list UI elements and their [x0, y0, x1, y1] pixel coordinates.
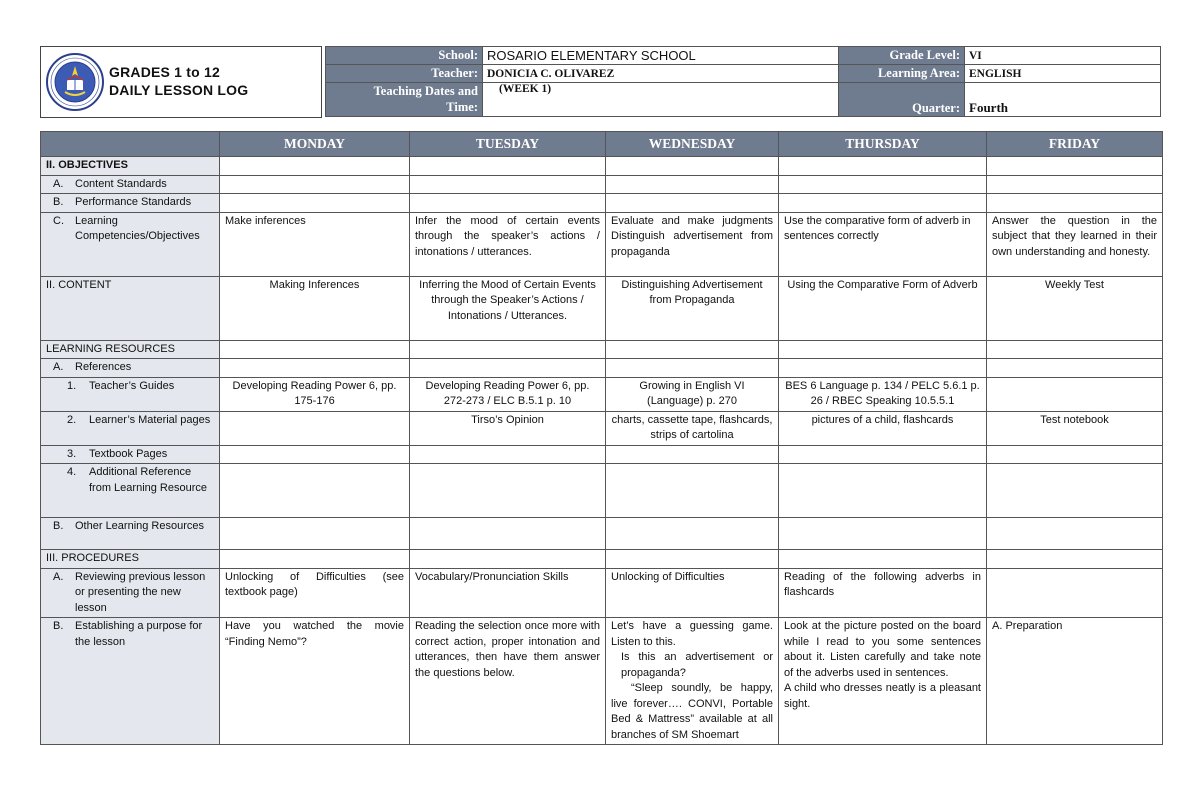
cell: [987, 445, 1163, 464]
school-value: ROSARIO ELEMENTARY SCHOOL: [483, 47, 839, 65]
purpose-thursday: [779, 618, 987, 745]
cell: [410, 194, 606, 213]
header-title-box: [40, 46, 322, 118]
teaching-dates-label-line2: Time:: [446, 100, 478, 114]
teaching-dates-label: [326, 83, 483, 117]
row-mark: B.: [53, 196, 64, 208]
references-row: [41, 359, 1163, 378]
cell: [606, 175, 779, 194]
learners-material-label: [41, 411, 220, 445]
quarter-label: Quarter:: [839, 83, 965, 117]
references-label: [41, 359, 220, 378]
cell: [987, 464, 1163, 518]
cell: [987, 340, 1163, 359]
cell: [220, 359, 410, 378]
row-label: Establishing a purpose for the lesson: [75, 620, 203, 648]
teacher-value: DONICIA C. OLIVAREZ: [483, 65, 839, 83]
other-resources-label: [41, 518, 220, 550]
title-line-2: DAILY LESSON LOG: [109, 82, 249, 98]
row-mark: 1.: [67, 379, 77, 392]
cell: [779, 518, 987, 550]
content-tuesday: Inferring the Mood of Certain Events through the Speaker’s Actions / Intonations / Utterances.: [410, 276, 606, 340]
purpose-wednesday-p2: Is this an advertisement or propaganda?: [621, 651, 773, 679]
cell: [779, 194, 987, 213]
competency-thursday: Use the comparative form of adverb in sentences correctly: [779, 212, 987, 276]
cell: [410, 340, 606, 359]
cell: [987, 359, 1163, 378]
teachers-guides-label: [41, 377, 220, 411]
additional-reference-row: [41, 464, 1163, 518]
competency-monday: Make inferences: [220, 212, 410, 276]
purpose-friday: A. Preparation: [987, 618, 1163, 745]
quarter-value: Fourth: [965, 83, 1161, 117]
cell: [987, 550, 1163, 569]
purpose-row: [41, 618, 1163, 745]
cell: [606, 464, 779, 518]
content-row: [41, 276, 1163, 340]
grade-level-value: VI: [965, 47, 1161, 65]
cell: [220, 194, 410, 213]
material-monday: [220, 411, 410, 445]
cell: [410, 157, 606, 176]
deped-seal-icon: [45, 52, 105, 112]
reviewing-monday: Unlocking of Difficulties (see textbook page): [220, 568, 410, 618]
guides-friday: [987, 377, 1163, 411]
row-label: Teacher’s Guides: [89, 379, 175, 392]
cell: [220, 445, 410, 464]
procedures-row: [41, 550, 1163, 569]
row-mark: 2.: [67, 413, 77, 426]
teacher-label: Teacher:: [326, 65, 483, 83]
cell: [220, 464, 410, 518]
row-mark: B.: [53, 520, 64, 532]
day-header-wednesday: WEDNESDAY: [606, 132, 779, 157]
row-label-cont: Competencies/Objectives: [75, 230, 200, 242]
row-mark: 4.: [67, 466, 77, 478]
purpose-label: [41, 618, 220, 745]
row-label: Reviewing previous lesson or presenting the new lesson: [75, 570, 206, 614]
competencies-label: [41, 212, 220, 276]
textbook-pages-row: [41, 445, 1163, 464]
learning-area-label: Learning Area:: [839, 65, 965, 83]
guides-thursday: BES 6 Language p. 134 / PELC 5.6.1 p. 26 / RBEC Speaking 10.5.5.1: [779, 377, 987, 411]
cell: [779, 340, 987, 359]
purpose-monday: Have you watched the movie “Finding Nemo”?: [220, 618, 410, 745]
competency-friday: Answer the question in the subject that they learned in their own understanding and honesty.: [987, 212, 1163, 276]
row-label: Other Learning Resources: [75, 520, 205, 532]
performance-standards-label: [41, 194, 220, 213]
grade-level-label: Grade Level:: [839, 47, 965, 65]
content-friday: Weekly Test: [987, 276, 1163, 340]
purpose-thursday-p2: A child who dresses neatly is a pleasant sight.: [784, 682, 981, 710]
lesson-info-table: [325, 46, 1161, 117]
learners-material-row: [41, 411, 1163, 445]
day-header-thursday: THURSDAY: [779, 132, 987, 157]
row-mark: C.: [53, 214, 64, 227]
row-mark: A.: [53, 177, 64, 190]
cell: [606, 518, 779, 550]
purpose-wednesday-p1: Let’s have a guessing game. Listen to this.: [611, 620, 773, 648]
cell: [987, 518, 1163, 550]
day-header-friday: FRIDAY: [987, 132, 1163, 157]
row-label: Content Standards: [75, 177, 167, 190]
content-standards-row: [41, 175, 1163, 194]
cell: [987, 194, 1163, 213]
learning-resources-heading: LEARNING RESOURCES: [41, 340, 220, 359]
day-header-tuesday: TUESDAY: [410, 132, 606, 157]
row-mark: 3.: [67, 447, 77, 460]
competency-tuesday: Infer the mood of certain events through the speaker’s actions / intonations / utterances.: [410, 212, 606, 276]
row-label: Additional Reference from Learning Resource: [89, 466, 208, 494]
content-standards-label: [41, 175, 220, 194]
purpose-wednesday-p3: “Sleep soundly, be happy, live forever…. CONVI, Portable Bed & Mattress” available at all branches of SM Shoemart: [611, 682, 773, 741]
procedures-heading: III. PROCEDURES: [41, 550, 220, 569]
cell: [410, 445, 606, 464]
header-corner-cell: [41, 132, 220, 157]
reviewing-row: [41, 568, 1163, 618]
reviewing-thursday: Reading of the following adverbs in flashcards: [779, 568, 987, 618]
row-label: References: [75, 361, 132, 373]
teachers-guides-row: [41, 377, 1163, 411]
cell: [410, 550, 606, 569]
textbook-pages-label: [41, 445, 220, 464]
cell: [410, 518, 606, 550]
title-line-1: GRADES 1 to 12: [109, 64, 220, 80]
cell: [606, 445, 779, 464]
cell: [220, 175, 410, 194]
cell: [987, 175, 1163, 194]
guides-monday: Developing Reading Power 6, pp. 175-176: [220, 377, 410, 411]
cell: [410, 464, 606, 518]
cell: [779, 175, 987, 194]
school-label: School:: [326, 47, 483, 65]
cell: [606, 359, 779, 378]
guides-tuesday: Developing Reading Power 6, pp. 272-273 / ELC B.5.1 p. 10: [410, 377, 606, 411]
performance-standards-row: [41, 194, 1163, 213]
competency-wednesday: Evaluate and make judgments Distinguish advertisement from propaganda: [606, 212, 779, 276]
row-mark: A.: [53, 361, 64, 373]
reviewing-friday: [987, 568, 1163, 618]
cell: [220, 157, 410, 176]
content-thursday: Using the Comparative Form of Adverb: [779, 276, 987, 340]
cell: [779, 157, 987, 176]
row-mark: A.: [53, 570, 64, 583]
cell: [606, 157, 779, 176]
cell: [606, 550, 779, 569]
material-thursday: pictures of a child, flashcards: [779, 411, 987, 445]
material-tuesday: Tirso’s Opinion: [410, 411, 606, 445]
row-label: Learning: [75, 214, 118, 227]
material-friday: Test notebook: [987, 411, 1163, 445]
guides-wednesday: Growing in English VI (Language) p. 270: [606, 377, 779, 411]
cell: [410, 359, 606, 378]
purpose-thursday-p1: Look at the picture posted on the board while I read to you some sentences about it. Listen carefully and take note of the adverbs used in sentences.: [784, 620, 981, 679]
objectives-row: [41, 157, 1163, 176]
cell: [410, 175, 606, 194]
additional-reference-label: [41, 464, 220, 518]
day-header-row: [41, 132, 1163, 157]
cell: [606, 340, 779, 359]
day-header-monday: MONDAY: [220, 132, 410, 157]
material-wednesday: charts, cassette tape, flashcards, strips of cartolina: [606, 411, 779, 445]
reviewing-tuesday: Vocabulary/Pronunciation Skills: [410, 568, 606, 618]
cell: [606, 194, 779, 213]
learning-area-value: ENGLISH: [965, 65, 1161, 83]
lesson-log-table: [40, 131, 1163, 745]
cell: [220, 340, 410, 359]
reviewing-label: [41, 568, 220, 618]
cell: [987, 157, 1163, 176]
row-label: Textbook Pages: [89, 447, 168, 460]
content-monday: Making Inferences: [220, 276, 410, 340]
other-resources-row: [41, 518, 1163, 550]
cell: [220, 550, 410, 569]
teaching-dates-value: (WEEK 1): [483, 83, 839, 117]
competencies-row: [41, 212, 1163, 276]
cell: [779, 359, 987, 378]
row-mark: B.: [53, 620, 64, 632]
purpose-wednesday: [606, 618, 779, 745]
content-wednesday: Distinguishing Advertisement from Propaganda: [606, 276, 779, 340]
learning-resources-row: [41, 340, 1163, 359]
objectives-heading: II. OBJECTIVES: [41, 157, 220, 176]
cell: [779, 445, 987, 464]
row-label: Performance Standards: [75, 196, 192, 208]
cell: [779, 550, 987, 569]
reviewing-wednesday: Unlocking of Difficulties: [606, 568, 779, 618]
cell: [779, 464, 987, 518]
cell: [220, 518, 410, 550]
purpose-tuesday: Reading the selection once more with correct action, proper intonation and utterances, then have them answer the questions below.: [410, 618, 606, 745]
teaching-dates-label-line1: Teaching Dates and: [373, 84, 478, 98]
row-label: Learner’s Material pages: [89, 413, 211, 426]
content-heading: II. CONTENT: [41, 276, 220, 340]
